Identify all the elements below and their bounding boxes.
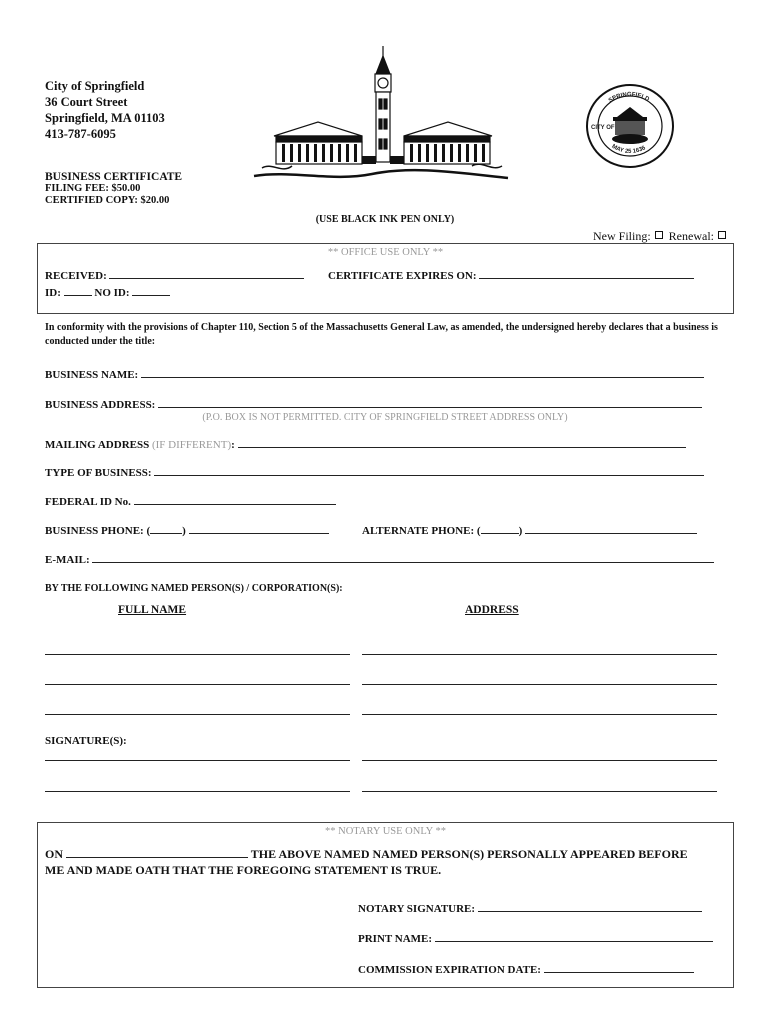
address-line: 36 Court Street [45,95,128,109]
seal-text-bottom: MAY 25 1636 [610,143,647,155]
city-address-block [45,78,165,142]
seal-text-left: CITY OF [591,125,615,131]
notary-signature-label: NOTARY SIGNATURE: [358,903,476,915]
business-phone-label: BUSINESS PHONE: ( [45,525,151,537]
renewal-checkbox[interactable] [718,231,726,239]
business-address-field[interactable] [45,397,702,411]
signature-line-3[interactable] [45,791,350,792]
received-field[interactable] [45,268,304,282]
intro-paragraph: In conformity with the provisions of Chapter 110, Section 5 of the Massachusetts General Law, as amended, the undersigned hereby declares that a business is conducted under the title: [45,322,718,347]
full-name-line-1[interactable] [45,654,350,655]
id-field[interactable] [45,285,170,299]
business-phone-field[interactable]: BUSINESS PHONE: ( ) [45,523,329,537]
office-use-box [37,243,734,314]
federal-id-label: FEDERAL ID No. [45,496,131,508]
notary-statement-1: THE ABOVE NAMED NAMED PERSON(S) PERSONALLY APPEARED BEFORE [250,847,688,861]
no-id-label: NO ID: [94,287,130,299]
notary-use-box [37,822,734,988]
signature-line-2[interactable] [362,760,717,761]
business-address-label: BUSINESS ADDRESS: [45,399,156,411]
alternate-phone-field[interactable]: ALTERNATE PHONE: ( ) [362,523,697,537]
filing-fee: FILING FEE: $50.00 [45,183,141,194]
expires-field[interactable] [328,268,694,282]
expires-label: CERTIFICATE EXPIRES ON: [328,270,477,282]
notary-date-field[interactable] [45,847,688,862]
address-line: Springfield, MA 01103 [45,111,165,125]
signature-line-4[interactable] [362,791,717,792]
commission-expiration-field[interactable] [358,962,694,976]
persons-heading: BY THE FOLLOWING NAMED PERSON(S) / CORPORATION(S): [45,583,343,594]
address-line-1[interactable] [362,654,717,655]
address-line-3[interactable] [362,714,717,715]
id-label: ID: [45,287,61,299]
seal-text-top: SPRINGFIELD [607,91,651,105]
filing-type [593,229,726,244]
new-filing-label: New Filing: [593,229,651,243]
if-different-label: (IF DIFFERENT) [151,439,232,451]
signatures-label: SIGNATURE(S): [45,735,127,747]
mailing-address-label: MAILING ADDRESS [45,439,150,451]
address-line: 413-787-6095 [45,127,116,141]
print-name-field[interactable] [358,931,713,945]
certificate-title: BUSINESS CERTIFICATE [45,171,183,183]
new-filing-checkbox[interactable] [655,231,663,239]
email-label: E-MAIL: [45,554,90,566]
notary-signature-field[interactable] [358,901,702,915]
mailing-address-field[interactable]: MAILING ADDRESS (IF DIFFERENT): [45,437,686,451]
address-line-2[interactable] [362,684,717,685]
signature-line-1[interactable] [45,760,350,761]
print-name-label: PRINT NAME: [358,933,433,945]
on-label: ON [45,847,63,861]
city-hall-illustration-icon [252,44,510,184]
address-header: ADDRESS [465,604,519,616]
type-of-business-label: TYPE OF BUSINESS: [45,467,152,479]
po-box-note: (P.O. BOX IS NOT PERMITTED. CITY OF SPRINGFIELD STREET ADDRESS ONLY) [202,412,568,423]
email-field[interactable] [45,552,714,566]
full-name-header: FULL NAME [118,604,187,616]
business-name-label: BUSINESS NAME: [45,369,139,381]
type-of-business-field[interactable] [45,465,704,479]
commission-label: COMMISSION EXPIRATION DATE: [358,964,541,976]
city-seal-icon [585,83,675,169]
notary-use-heading: ** NOTARY USE ONLY ** [325,826,446,837]
ink-note: (USE BLACK INK PEN ONLY) [315,214,455,225]
federal-id-field[interactable] [45,494,336,508]
certified-copy-fee: CERTIFIED COPY: $20.00 [45,195,170,206]
renewal-label: Renewal: [668,229,714,243]
full-name-line-2[interactable] [45,684,350,685]
address-line: City of Springfield [45,79,145,93]
business-name-field[interactable] [45,367,704,381]
certificate-fees [45,171,182,207]
full-name-line-3[interactable] [45,714,350,715]
alternate-phone-label: ALTERNATE PHONE: ( [362,525,481,537]
received-label: RECEIVED: [45,270,107,282]
office-use-heading: ** OFFICE USE ONLY ** [327,247,444,258]
notary-statement-2: ME AND MADE OATH THAT THE FOREGOING STATEMENT IS TRUE. [45,863,442,877]
